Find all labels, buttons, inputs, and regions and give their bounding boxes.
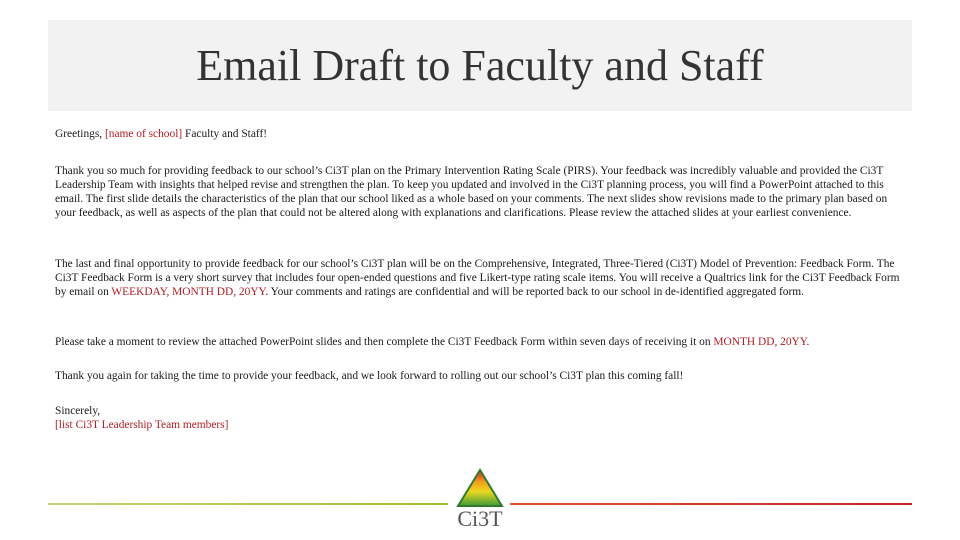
- title-band: [48, 20, 912, 111]
- paragraph-review-after: .: [806, 336, 810, 348]
- school-name-placeholder: [name of school]: [104, 128, 183, 140]
- paragraph-thanks-again: Thank you again for taking the time to provide your feedback, and we look forward to rolling out our school’s Ci3T plan this coming fall!: [55, 370, 684, 382]
- ci3t-logo: [454, 468, 506, 538]
- signature-block: [55, 404, 905, 432]
- ci3t-triangle-icon: [454, 468, 506, 508]
- date-placeholder-weekday: WEEKDAY, MONTH DD, 20YY: [111, 286, 266, 298]
- date-placeholder-month: MONTH DD, 20YY: [713, 336, 807, 348]
- paragraph-feedback-form: [55, 257, 905, 299]
- paragraph-feedback-form-text: The last and final opportunity to provide feedback for our school’s Ci3T plan will be on the Comprehensive, Integrated, Three-Tiered (Ci3T) Model of Prevention: Feedback Form. The Ci3T Feedback Form is a very short survey that includes four open-ended questions and five Likert-type rating scale items. You will receive a Qualtrics link for the Ci3T Feedback Form by email on: [55, 258, 900, 298]
- page-title: Email Draft to Faculty and Staff: [196, 41, 764, 90]
- ci3t-logo-text: Ci3T: [457, 506, 503, 531]
- paragraph-review-text: Please take a moment to review the attached PowerPoint slides and then complete the Ci3T Feedback Form within seven days of receiving it on: [55, 336, 714, 348]
- greeting: [55, 127, 905, 141]
- closing: Sincerely,: [55, 405, 101, 417]
- footer-line-left: [48, 503, 448, 505]
- paragraph-review-request: [55, 335, 905, 349]
- paragraph-feedback-thanks: Thank you so much for providing feedback to our school’s Ci3T plan on the Primary Intervention Rating Scale (PIRS). Your feedback was incredibly valuable and provided the Ci3T Leadership Team with insights that helped revise and strengthen the plan. To keep you updated and involved in the Ci3T planning process, you will find a PowerPoint attached to this email. The first slide details the characteristics of the plan that our school liked as a whole based on your comments. The next slides show revisions made to the primary plan based on your feedback, as well as aspects of the plan that could not be altered along with explanations and clarifications. Please review the attached slides at your earliest convenience.: [55, 165, 888, 219]
- footer-line-right: [510, 503, 912, 505]
- signature-placeholder: [list Ci3T Leadership Team members]: [55, 419, 229, 431]
- greeting-suffix: Faculty and Staff!: [182, 128, 268, 140]
- greeting-prefix: Greetings,: [55, 128, 105, 140]
- paragraph-feedback-form-after: . Your comments and ratings are confidential and will be reported back to our school in de-identified aggregated form.: [265, 286, 804, 298]
